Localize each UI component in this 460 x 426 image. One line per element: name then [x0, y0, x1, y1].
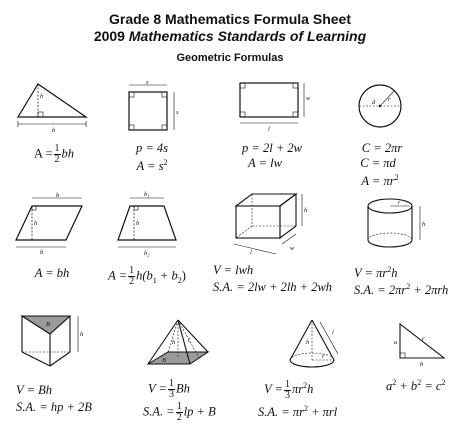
trapezoid-b1-label: $b_1$: [144, 191, 150, 199]
formula-text: a: [386, 379, 393, 394]
prism-h-label: h: [304, 207, 308, 214]
rectangle-figure: [236, 80, 316, 135]
formula-text: A = s: [136, 159, 164, 174]
formula-text: C = 2πr: [361, 141, 403, 155]
parallelogram-b-bottom-label: b: [40, 249, 44, 256]
formula-text: = c: [421, 379, 442, 394]
formula-text: A = bh: [34, 266, 70, 280]
exponent: 2: [163, 158, 168, 167]
circle-circumference-diameter-formula: [360, 156, 396, 170]
right-triangle-b-label: b: [420, 361, 424, 368]
triangle-area-formula: [34, 144, 74, 165]
formula-text: V =: [264, 382, 283, 397]
tri-prism-B-label: B: [46, 321, 50, 328]
right-triangle-c-label: c: [422, 335, 425, 342]
tri-prism-surface-area-formula: [16, 400, 92, 414]
exponent: 2: [394, 173, 399, 182]
formula-text: A = πr: [361, 174, 395, 189]
denominator: 2: [54, 154, 60, 165]
pyramid-l-label: l: [188, 337, 190, 344]
pyramid-B-label: B: [162, 357, 166, 364]
cone-figure: [282, 316, 342, 378]
exponent: 2: [387, 265, 392, 274]
prism-l-label: l: [250, 249, 252, 256]
sheet-title: Grade 8 Mathematics Formula Sheet: [109, 11, 351, 27]
parallelogram-h-label: h: [34, 220, 38, 227]
square-figure: [124, 79, 184, 134]
fraction: [128, 266, 135, 287]
rectangle-area-formula: [248, 156, 282, 170]
square-s-top-label: s: [146, 79, 149, 86]
triangle-h-label: h: [40, 93, 44, 100]
circle-circumference-formula: [362, 141, 402, 155]
rectangular-prism-figure: [232, 188, 312, 258]
denominator: 2: [176, 412, 182, 423]
triangle-figure: [14, 80, 94, 135]
formula-text: πr: [291, 382, 304, 397]
cylinder-h-label: h: [422, 221, 426, 228]
exponent: 2: [441, 378, 446, 387]
formula-text: S.A. = 2πr: [354, 283, 407, 298]
formula-text: C = πd: [360, 156, 396, 170]
circle-d-label: d: [372, 99, 376, 106]
formula-text: V = lwh: [213, 263, 254, 277]
fraction: [284, 380, 291, 401]
square-perimeter-formula: [136, 141, 168, 155]
triangular-prism-figure: [16, 312, 92, 370]
prism-w-label: w: [290, 245, 295, 252]
cylinder-r-label: r: [398, 199, 401, 206]
numerator: 1: [129, 265, 135, 276]
parallelogram-figure: [10, 192, 90, 254]
formula-text: + b: [156, 268, 178, 283]
formula-text: bh: [61, 146, 75, 161]
cone-h-label: h: [306, 339, 310, 346]
triangle-b-label: b: [52, 127, 56, 134]
numerator: 1: [284, 378, 290, 390]
tri-prism-volume-formula: [16, 383, 52, 397]
right-triangle-figure: [392, 320, 452, 368]
exponent: 2: [303, 381, 308, 390]
formula-text: h(b: [136, 268, 153, 283]
formula-text: lp + B: [183, 404, 216, 419]
circle-r-label: r: [388, 96, 391, 103]
formula-text: p = 2l + 2w: [242, 141, 302, 155]
formula-text: + πrl: [307, 405, 338, 420]
formula-text: S.A. =: [143, 404, 175, 419]
cylinder-surface-area-formula: [354, 280, 448, 297]
trapezoid-h-label: h: [136, 220, 140, 227]
formula-text: S.A. = 2lw + 2lh + 2wh: [213, 280, 333, 294]
square-area-formula: [137, 156, 168, 173]
rectangle-l-label: l: [268, 126, 270, 133]
sheet-subtitle: [0, 28, 460, 44]
trapezoid-figure: [114, 192, 184, 256]
formula-text: V = πr: [354, 266, 388, 281]
formula-text: p = 4s: [135, 141, 169, 155]
cylinder-volume-formula: [354, 263, 397, 280]
formula-text: h: [307, 382, 314, 397]
subtitle-standards: Mathematics Standards of Learning: [128, 28, 367, 44]
trapezoid-area-formula: [108, 266, 186, 288]
fraction: [168, 379, 175, 400]
pyramid-surface-area-formula: [143, 402, 216, 423]
denominator: 3: [284, 389, 290, 401]
formula-text: + 2πrh: [410, 283, 449, 298]
pyramid-h-label: h: [172, 339, 176, 346]
denominator: 2: [129, 276, 135, 287]
formula-text: Bh: [175, 381, 190, 396]
exponent: 2: [303, 404, 308, 413]
tri-prism-h-label: h: [80, 331, 84, 338]
formula-text: V = Bh: [16, 383, 52, 397]
pythagorean-formula: [386, 376, 445, 393]
formula-text: S.A. = πr: [258, 405, 304, 420]
fraction: [54, 144, 61, 165]
prism-volume-formula: [213, 263, 253, 277]
fraction: [176, 402, 183, 423]
formula-text: A = lw: [248, 156, 282, 170]
cone-surface-area-formula: [258, 402, 337, 419]
pyramid-volume-formula: [148, 379, 190, 400]
exponent: 2: [417, 378, 422, 387]
square-s-side-label: s: [176, 109, 179, 116]
exponent: 2: [406, 282, 411, 291]
circle-area-formula: [361, 171, 398, 188]
cone-l-label: l: [332, 329, 334, 336]
formula-text: A =: [108, 268, 128, 283]
denominator: 3: [168, 389, 174, 400]
subscript: 2: [177, 275, 182, 285]
formula-text: A =: [33, 146, 53, 161]
numerator: 1: [54, 143, 60, 154]
prism-surface-area-formula: [213, 280, 332, 294]
circle-figure: [356, 82, 406, 132]
section-heading: Geometric Formulas: [176, 52, 284, 64]
formula-text: S.A. = hp + 2B: [16, 400, 92, 414]
cone-volume-formula: [264, 379, 313, 401]
parallelogram-b-top-label: b: [56, 192, 60, 199]
cone-r-label: r: [322, 353, 325, 360]
numerator: 1: [168, 378, 174, 389]
right-triangle-a-label: a: [394, 339, 398, 346]
formula-text: h: [391, 266, 398, 281]
numerator: 1: [176, 401, 182, 412]
formula-text: V =: [148, 381, 167, 396]
rectangle-perimeter-formula: [242, 141, 302, 155]
subtitle-year: 2009: [93, 28, 125, 44]
trapezoid-b2-label: $b_2$: [144, 250, 150, 258]
formula-text: + b: [396, 379, 418, 394]
exponent: 2: [392, 378, 397, 387]
rectangle-w-label: w: [306, 95, 311, 102]
parallelogram-area-formula: [35, 266, 70, 280]
pyramid-figure: [140, 316, 220, 376]
formula-text: ): [181, 268, 186, 283]
cylinder-figure: [366, 196, 436, 256]
subscript: 1: [152, 275, 157, 285]
